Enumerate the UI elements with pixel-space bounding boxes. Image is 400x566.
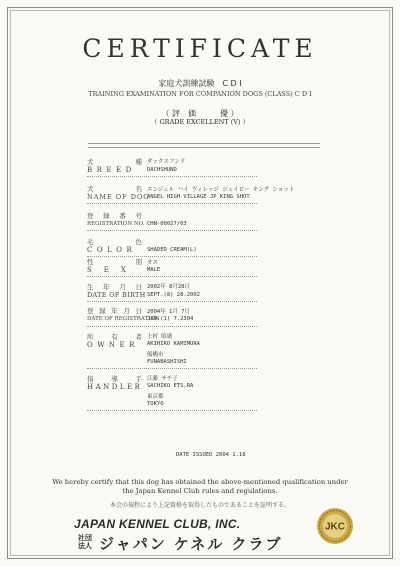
registration-value: CHN-00027/03 [147,221,187,227]
color-value: SHADED CREAM(L) [147,247,197,253]
birth-label-en: DATE OF BIRTH [87,291,146,299]
club-name-en: JAPAN KENNEL CLUB, INC. [74,517,241,531]
club-prefix-jp: 社団 法人 [78,534,92,550]
reg-date-label-en: DATE OF REGISTRATION [87,316,160,322]
name-value-jp: エンジェル ハイ ヴィレッジ ジェイピー キング ショット [147,187,295,193]
handler-underline [87,410,257,411]
seal-text: JKC [324,521,346,533]
breed-underline [87,176,257,177]
certification-statement [0,478,400,496]
reg-date-value-en: JAN.(1) 7.2304 [147,316,194,322]
owner-city-en: FUNABASHISHI [147,359,187,365]
handler-city-jp: 東京都 [147,394,164,400]
birth-value-en: SEPT.(8) 28.2002 [147,292,200,298]
registration-underline [87,230,257,231]
handler-label-en: HANDLER [87,383,143,391]
grade-en: （ GRADE EXCELLENT (V) ） [150,118,250,126]
color-label-en: COLOR [87,246,137,254]
owner-value-en: AKIHIRO KAMIMURA [147,341,200,347]
registration-label-en: REGISTRATION NO. [87,221,145,227]
owner-label-en: OWNER [87,341,139,349]
birth-label-jp: 生 年 月 日 [87,283,142,291]
name-label-jp: 犬 名 [87,185,142,193]
certify-line-1: We hereby certify that this dog has obtained the above-mentioned qualification under [52,478,348,486]
breed-label-jp: 犬 種 [87,158,142,166]
owner-value-jp: 上村 昭廣 [147,334,173,340]
exam-title-en: TRAINING EXAMINATION FOR COMPANION DOGS (CLASS) C D I [88,90,312,98]
certificate-title: CERTIFICATE [82,34,318,63]
double-rule-top [88,143,320,144]
owner-underline [87,368,257,369]
handler-label-jp: 指 導 手 [87,375,142,383]
handler-value-en: SACHIKO ETS,RA [147,383,194,389]
owner-city-jp: 船橋市 [147,352,164,358]
color-label-jp: 毛 色 [87,238,142,246]
breed-value-jp: ダックスフンド [147,159,186,165]
reg-date-value-jp: 2004年 1月 7日 [147,309,190,315]
birth-underline [87,301,257,302]
exam-title-jp: 家庭犬訓練試験 C D I [158,79,242,88]
grade-jp: （ 評 価 優 ） [161,109,239,118]
date-issued: DATE ISSUED 2004 1.18 [176,452,246,458]
name-label-en: NAME OF DOG [87,193,150,201]
sex-value-en: MALE [147,267,161,273]
sex-label-en: SEX [87,266,138,274]
breed-label-en: BREED [87,166,136,174]
sex-value-jp: オス [147,260,158,266]
sex-underline [87,276,257,277]
breed-value-en: DACHSHUND [147,167,177,173]
owner-label-jp: 所 有 者 [87,333,142,341]
name-value-en: ANGEL HIGH VILLAGE JP KING SHOT [147,194,250,200]
club-name-jp: ジャパン ケネル クラブ [99,535,283,553]
registration-label-jp: 登 録 番 号 [87,212,142,220]
name-underline [87,203,257,204]
certification-statement-jp: 本会の規程により上記資格を取得したものであることを証明する。 [109,502,290,509]
reg-date-label-jp: 登 録 年 月 日 [87,307,142,315]
certify-line-2: the Japan Kennel Club rules and regulations. [122,487,278,495]
birth-value-jp: 2002年 8月28日 [147,284,190,290]
reg-date-underline [87,326,257,327]
double-rule-bottom [88,147,320,148]
handler-city-en: TOKYO [147,401,164,407]
sex-label-jp: 性 別 [87,258,142,266]
jkc-seal-icon [316,507,354,545]
handler-value-jp: 江藤 サチ子 [147,376,178,382]
